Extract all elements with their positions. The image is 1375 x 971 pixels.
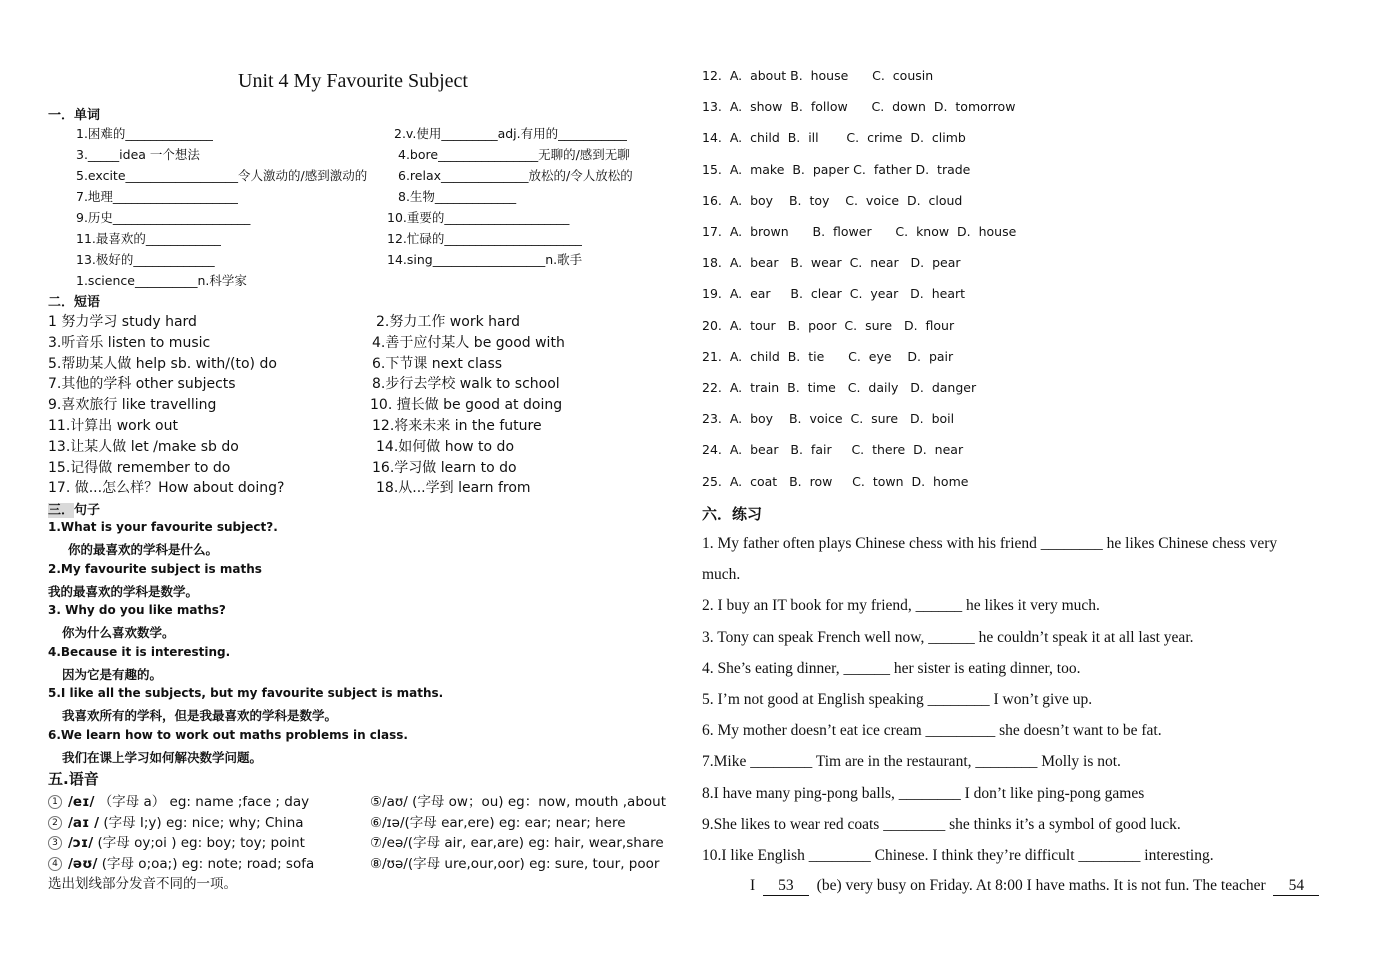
phrase-item: 14.如何做 how to do xyxy=(376,438,515,455)
phrase-item: 16.学习做 learn to do xyxy=(372,459,517,476)
option-row: 18. A. bear B. wear C. near D. pear xyxy=(702,255,961,271)
sentence-english: 3. Why do you like maths? xyxy=(48,603,226,617)
phonetic-row-right: ⑤/aʊ/ (字母 ow；ou) eg：now, mouth ,about xyxy=(370,794,666,810)
phrase-item: 12.将来未来 in the future xyxy=(372,418,542,434)
phrase-item: 5.帮助某人做 help sb. with/(to) do xyxy=(48,355,277,372)
phonetic-row-right: ⑦/eə/(字母 air, ear,are) eg: hair, wear,share xyxy=(370,835,664,851)
option-row: 20. A. tour B. poor C. sure D. flour xyxy=(702,317,955,333)
section-phrases-heading: 二．短语 xyxy=(48,295,101,310)
phrase-item: 8.步行去学校 walk to school xyxy=(372,376,560,393)
option-row: 12. A. about B. house C. cousin xyxy=(702,68,934,83)
phrase-item: 18.从...学到 learn from xyxy=(376,480,531,497)
vocab-item: 13.极好的_____________ xyxy=(76,252,215,267)
exercise-line: 2. I buy an IT book for my friend, ______ he likes it very much. xyxy=(702,597,1100,614)
vocab-item: 8.生物_____________ xyxy=(398,189,517,204)
exercise-line: 9.She likes to wear red coats ________ she thinks it’s a symbol of good luck. xyxy=(702,816,1181,833)
circled-number: 3 xyxy=(48,836,62,850)
exercise-line: 1. My father often plays Chinese chess with his friend ________ he likes Chinese chess very xyxy=(702,535,1278,552)
vocab-item: 11.最喜欢的____________ xyxy=(76,231,221,246)
phrase-item: 17. 做...怎么样？How about doing? xyxy=(48,480,285,497)
sentence-chinese: 我喜欢所有的学科，但是我最喜欢的学科是数学。 xyxy=(62,708,338,723)
phonetic-symbol: /ɔɪ/ xyxy=(68,835,94,851)
phrase-item: 4.善于应付某人 be good with xyxy=(372,334,565,351)
phonetic-symbol: /eɪ/ xyxy=(68,794,95,810)
blank-54: 54 xyxy=(1273,877,1319,896)
option-row: 25. A. coat B. row C. town D. home xyxy=(702,473,969,489)
phrase-item: 10. 擅长做 be good at doing xyxy=(370,397,563,414)
option-row: 19. A. ear B. clear C. year D. heart xyxy=(702,286,966,302)
vocab-item: 7.地理____________________ xyxy=(76,189,238,204)
option-row: 21. A. child B. tie C. eye D. pair xyxy=(702,348,954,364)
passage-text: (be) very busy on Friday. At 8:00 I have maths. It is not fun. The teacher xyxy=(816,877,1266,894)
phonetic-example: (字母 o;oa;) eg: note; road; sofa xyxy=(101,855,315,872)
section-number-highlight: 三． xyxy=(48,503,75,518)
exercise-line: much. xyxy=(702,566,741,583)
section-sentences-heading: 三．句子 xyxy=(48,503,101,518)
phonetic-row xyxy=(48,852,314,872)
phrase-item: 1 努力学习 study hard xyxy=(48,314,197,330)
phonetic-row xyxy=(48,811,304,831)
phrase-item: 15.记得做 remember to do xyxy=(48,459,231,476)
section-vocabulary-heading: 一．单词 xyxy=(48,108,101,123)
page-title: Unit 4 My Favourite Subject xyxy=(238,70,468,92)
vocab-item: 9.历史______________________ xyxy=(76,210,251,225)
option-row: 24. A. bear B. fair C. there D. near xyxy=(702,442,964,458)
phonetic-row-right: ⑥/ɪə/(字母 ear,ere) eg: ear; near; here xyxy=(370,814,626,831)
vocab-item: 2.v.使用_________adj.有用的___________ xyxy=(394,126,627,141)
sentence-chinese: 你为什么喜欢数学。 xyxy=(62,625,175,640)
exercise-line: 8.I have many ping-pong balls, ________ I don’t like ping-pong games xyxy=(702,785,1145,802)
option-row: 16. A. boy B. toy C. voice D. cloud xyxy=(702,192,963,208)
sentence-english: 6.We learn how to work out maths problems in class. xyxy=(48,727,408,742)
phrase-item: 11.计算出 work out xyxy=(48,418,178,434)
exercise-line: 4. She’s eating dinner, ______ her sister is eating dinner, too. xyxy=(702,660,1081,677)
vocab-item: 12.忙碌的______________________ xyxy=(387,231,582,246)
phonetic-symbol: /aɪ / xyxy=(68,814,100,831)
passage-line xyxy=(750,877,1319,896)
option-row: 13. A. show B. follow C. down D. tomorrow xyxy=(702,99,1016,115)
vocab-item: 3._____idea 一个想法 xyxy=(76,147,200,162)
sentence-english: 2.My favourite subject is maths xyxy=(48,561,262,576)
circled-number: 1 xyxy=(48,795,62,809)
vocab-item: 5.excite__________________令人激动的/感到激动的 xyxy=(76,168,368,183)
vocab-item: 4.bore________________无聊的/感到无聊 xyxy=(398,147,630,162)
circled-number: 2 xyxy=(48,816,62,830)
sentence-chinese: 你的最喜欢的学科是什么。 xyxy=(68,542,219,557)
sentence-english: 4.Because it is interesting. xyxy=(48,644,231,659)
phonetic-symbol: /əʊ/ xyxy=(68,855,98,872)
vocab-item: 10.重要的____________________ xyxy=(387,210,570,225)
vocab-item: 6.relax______________放松的/令人放松的 xyxy=(398,168,633,183)
phrase-item: 9.喜欢旅行 like travelling xyxy=(48,397,217,414)
option-row: 22. A. train B. time C. daily D. danger xyxy=(702,380,977,395)
option-row: 23. A. boy B. voice C. sure D. boil xyxy=(702,411,955,427)
exercise-line: 7.Mike ________ Tim are in the restaurant, ________ Molly is not. xyxy=(702,753,1121,770)
sentence-chinese: 我的最喜欢的学科是数学。 xyxy=(48,583,199,599)
phonetics-instruction: 选出划线部分发音不同的一项。 xyxy=(48,876,237,892)
section-exercises-heading: 六．练习 xyxy=(702,505,763,523)
section-phonetics-heading: 五.语音 xyxy=(48,770,99,788)
vocab-item: 1.困难的______________ xyxy=(76,126,213,141)
sentence-english: 5.I like all the subjects, but my favourite subject is maths. xyxy=(48,686,444,700)
phonetic-example: (字母 oy;oi ) eg: boy; toy; point xyxy=(97,835,305,851)
sentence-english: 1.What is your favourite subject?. xyxy=(48,520,278,534)
phrase-item: 2.努力工作 work hard xyxy=(376,314,520,330)
blank-53: 53 xyxy=(763,877,809,896)
exercise-line: 3. Tony can speak French well now, ______ he couldn’t speak it at all last year. xyxy=(702,629,1194,646)
phonetic-example: （字母 a） eg: name ;face ; day xyxy=(98,794,310,810)
phrase-item: 6.下节课 next class xyxy=(372,355,503,372)
option-row: 15. A. make B. paper C. father D. trade xyxy=(702,161,971,177)
phonetic-row-right: ⑧/ʊə/(字母 ure,our,oor) eg: sure, tour, poor xyxy=(370,855,660,872)
sentence-chinese: 因为它是有趣的。 xyxy=(62,666,163,682)
vocab-item: 1.science__________n.科学家 xyxy=(76,273,247,288)
phrase-item: 7.其他的学科 other subjects xyxy=(48,376,236,393)
option-row: 14. A. child B. ill C. crime D. climb xyxy=(702,130,966,146)
phonetic-row xyxy=(48,790,309,810)
phonetic-row xyxy=(48,831,305,851)
phrase-item: 3.听音乐 listen to music xyxy=(48,334,211,351)
passage-text: I xyxy=(750,877,756,894)
exercise-line: 6. My mother doesn’t eat ice cream _________ she doesn’t want to be fat. xyxy=(702,722,1162,739)
vocab-item: 14.sing__________________n.歌手 xyxy=(387,252,583,267)
exercise-line: 10.I like English ________ Chinese. I think they’re difficult ________ interesting. xyxy=(702,847,1214,864)
exercise-line: 5. I’m not good at English speaking ________ I won’t give up. xyxy=(702,691,1093,708)
sentence-chinese: 我们在课上学习如何解决数学问题。 xyxy=(62,749,263,765)
option-row: 17. A. brown B. flower C. know D. house xyxy=(702,224,1017,239)
phrase-item: 13.让某人做 let /make sb do xyxy=(48,438,239,455)
circled-number: 4 xyxy=(48,857,62,871)
phonetic-example: (字母 I;y) eg: nice; why; China xyxy=(103,814,304,831)
